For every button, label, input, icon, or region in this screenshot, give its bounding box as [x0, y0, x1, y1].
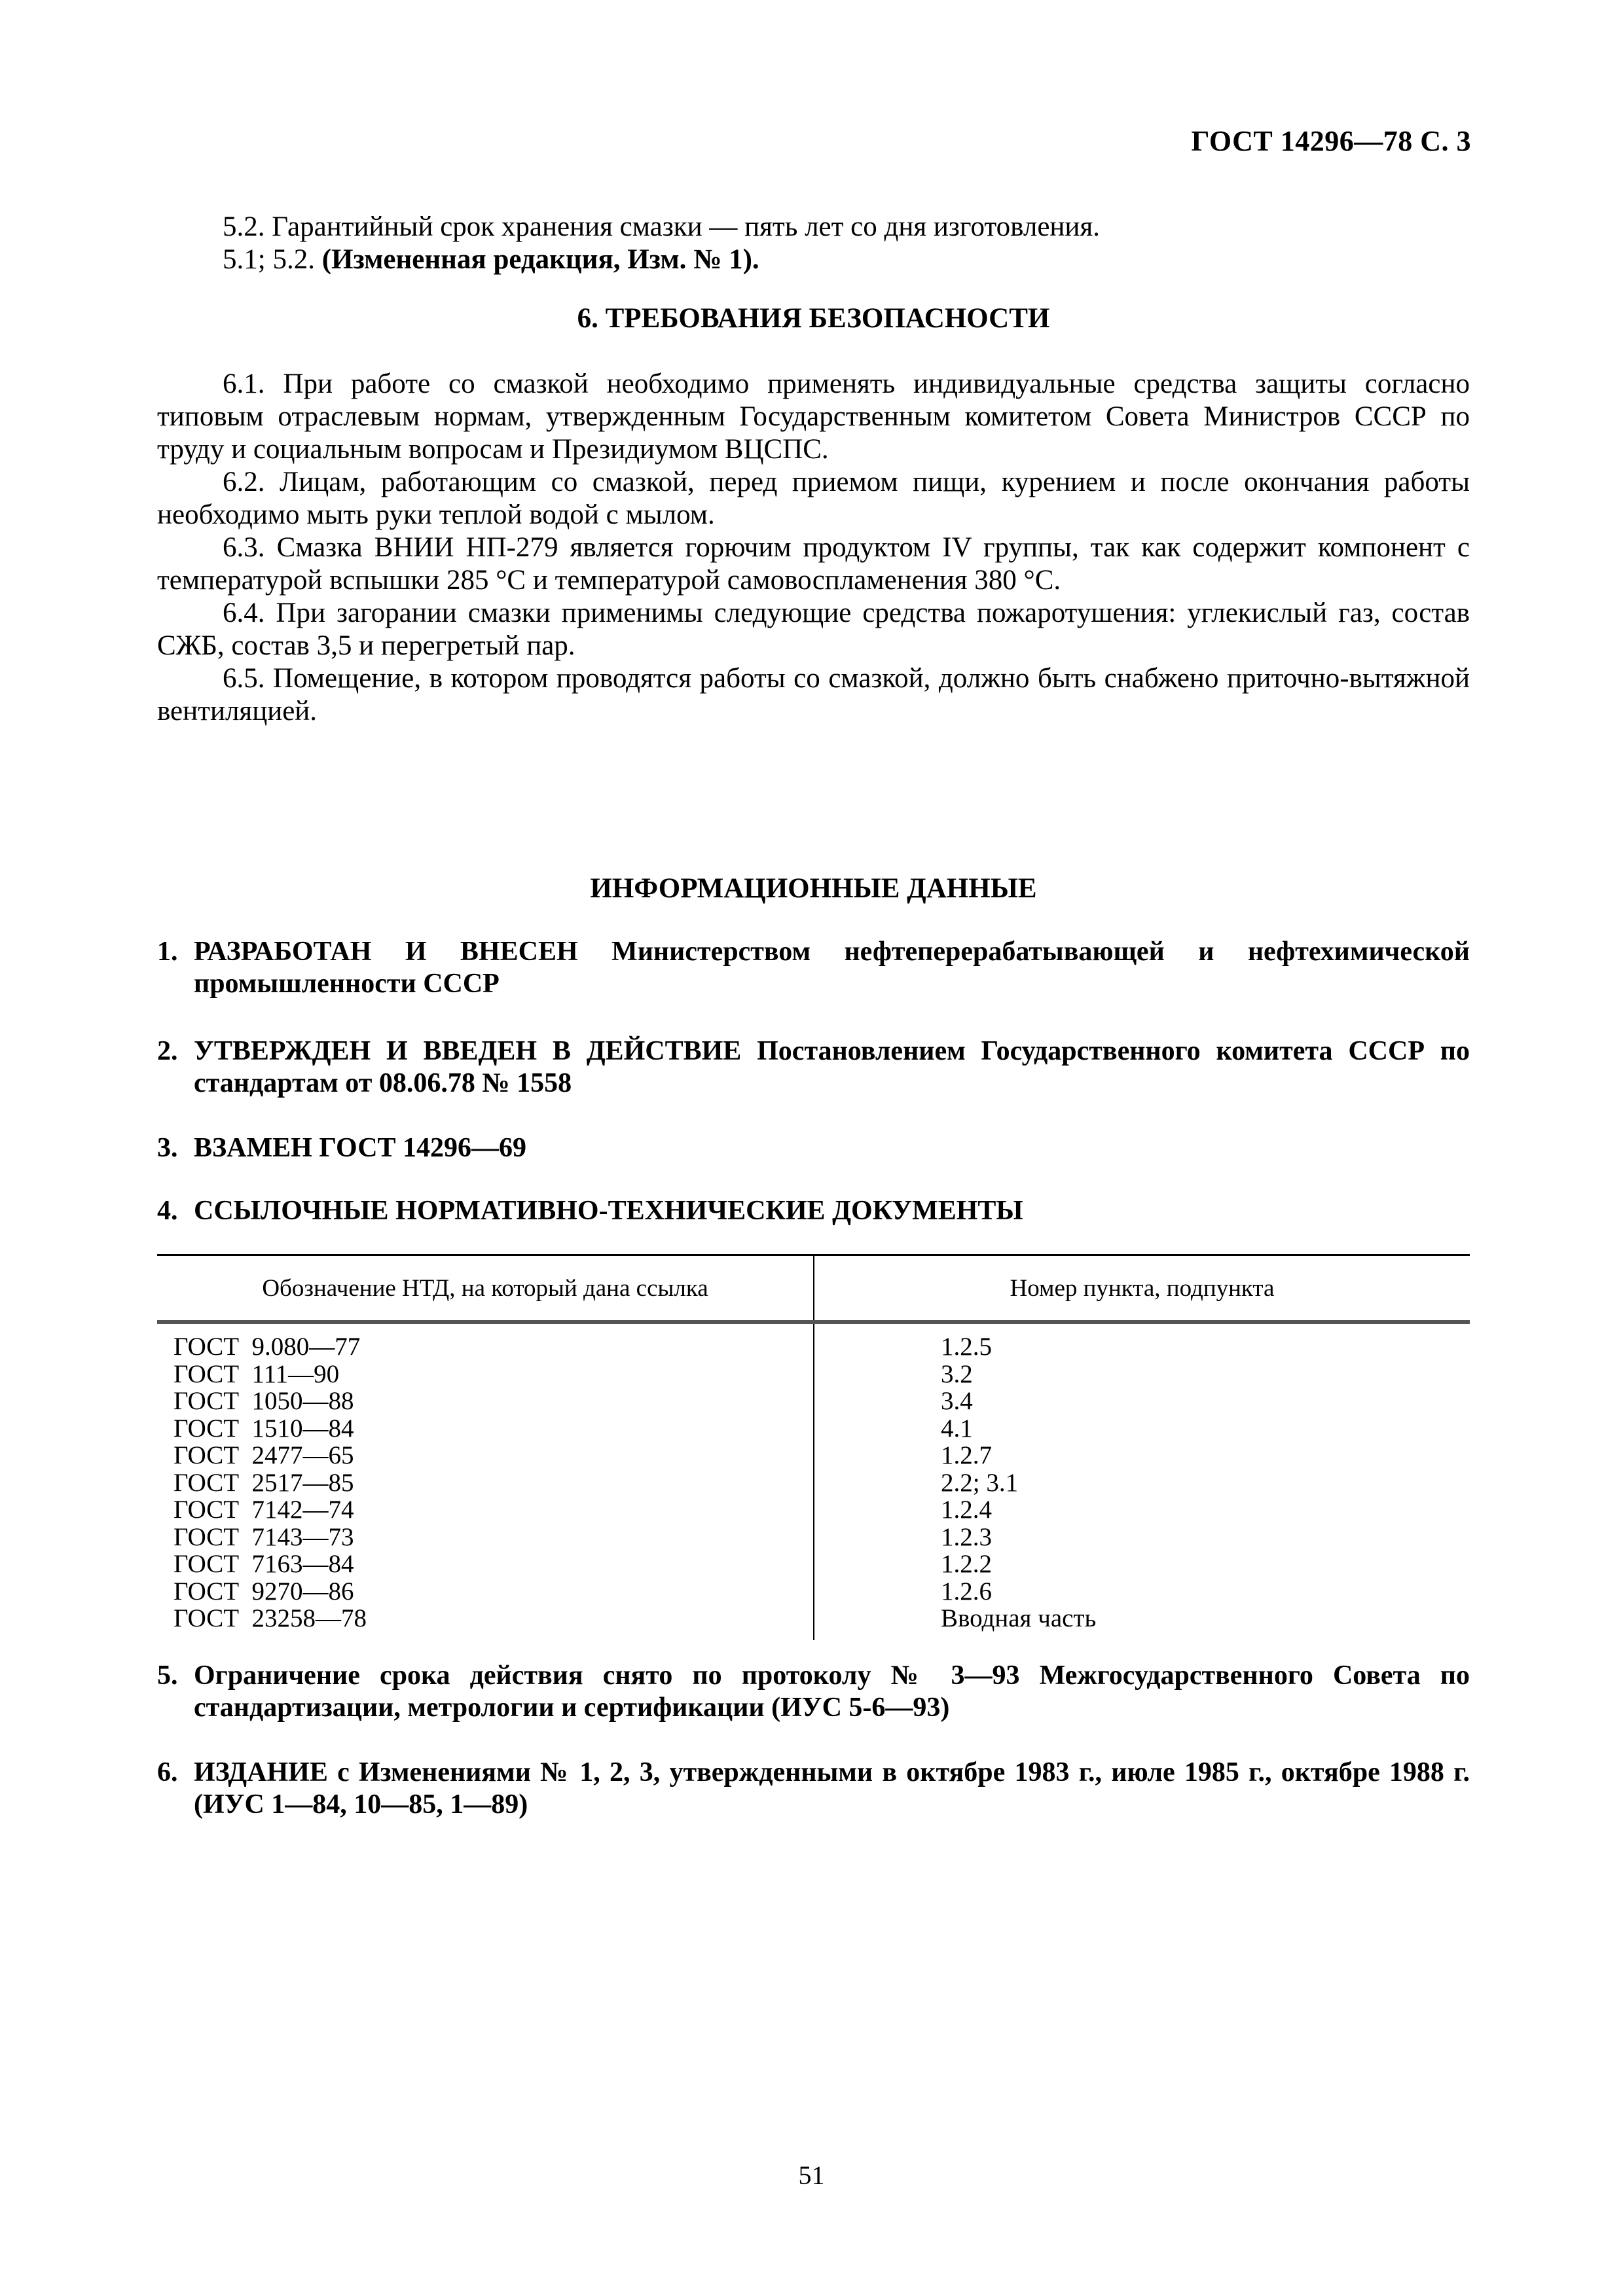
info-item-text: Ограничение срока действия снято по протоколу № 3—93 Межгосударственного Совета по стандартизации, метрологии и сертификации (ИУС 5-6—93): [194, 1660, 1470, 1723]
info-item-text: УТВЕРЖДЕН И ВВЕДЕН В ДЕЙСТВИЕ Постановлением Государственного комитета СССР по стандартам от 08.06.78 № 1558: [194, 1036, 1470, 1098]
clause-number: 1.2.7: [941, 1441, 992, 1469]
clause-number: 1.2.6: [941, 1577, 992, 1605]
info-item-text: ССЫЛОЧНЫЕ НОРМАТИВНО-ТЕХНИЧЕСКИЕ ДОКУМЕНТЫ: [194, 1196, 1023, 1226]
paragraph-5-2: 5.2. Гарантийный срок хранения смазки — пять лет со дня изготовления.: [223, 211, 1100, 242]
document-designation: ГОСТ 9270—86: [173, 1577, 354, 1605]
section-6-body: [157, 368, 1470, 728]
document-designation: ГОСТ 7163—84: [173, 1550, 354, 1578]
page-number: 51: [798, 2161, 825, 2190]
info-item-number: 4.: [157, 1196, 178, 1226]
info-item-4: [157, 1195, 1470, 1227]
paragraph-6-3: 6.3. Смазка ВНИИ НП-279 является горючим продуктом IV группы, так как содержит компонент с температурой вспышки 285 °С и температурой самовоспламенения 380 °С.: [157, 532, 1470, 596]
info-item-2: [157, 1035, 1470, 1100]
document-designation: ГОСТ 111—90: [173, 1359, 340, 1388]
document-designation: ГОСТ 23258—78: [173, 1604, 367, 1632]
section-5-tail: [157, 211, 1470, 276]
clause-number: 4.1: [941, 1414, 973, 1443]
document-designation: ГОСТ 7143—73: [173, 1522, 354, 1551]
info-item-text: ИЗДАНИЕ с Изменениями № 1, 2, 3, утвержденными в октябре 1983 г., июле 1985 г., октябре 1988 г. (ИУС 1—84, 10—85, 1—89): [194, 1757, 1470, 1820]
page-header: ГОСТ 14296—78 С. 3: [1191, 125, 1471, 157]
clause-number: 1.2.2: [941, 1550, 992, 1578]
info-item-number: 5.: [157, 1660, 178, 1691]
amendment-note-bold: (Измененная редакция, Изм. № 1).: [321, 244, 759, 275]
document-designation: ГОСТ 9.080—77: [173, 1333, 361, 1361]
info-item-6: [157, 1757, 1470, 1821]
paragraph-6-1: 6.1. При работе со смазкой необходимо применять индивидуальные средства защиты согласно типовым отраслевым нормам, утвержденным Государственным комитетом Совета Министров СССР по труду и социальным вопросам и Президиумом ВЦСПС.: [157, 368, 1470, 465]
clause-number: 1.2.4: [941, 1496, 992, 1524]
info-title: ИНФОРМАЦИОННЫЕ ДАННЫЕ: [590, 873, 1037, 904]
clause-number: 1.2.5: [941, 1333, 992, 1361]
clause-number: 2.2; 3.1: [941, 1468, 1019, 1497]
clause-number: 3.4: [941, 1387, 973, 1415]
section-6: [157, 302, 1470, 335]
info-item-3: [157, 1132, 1470, 1164]
info-item-number: 3.: [157, 1133, 178, 1163]
document-list-cell: [157, 1322, 814, 1640]
document-designation: ГОСТ 1510—84: [173, 1414, 354, 1443]
clause-number: 3.2: [941, 1359, 973, 1388]
info-item-text: ВЗАМЕН ГОСТ 14296—69: [194, 1133, 527, 1163]
paragraph-6-2: 6.2. Лицам, работающим со смазкой, перед приемом пищи, курением и после окончания работы необходимо мыть руки теплой водой с мылом.: [157, 467, 1470, 530]
info-item-number: 1.: [157, 937, 178, 967]
document-designation: ГОСТ 2477—65: [173, 1441, 354, 1469]
paragraph-6-5: 6.5. Помещение, в котором проводятся работы со смазкой, должно быть снабжено приточно-вытяжной вентиляцией.: [157, 663, 1470, 726]
info-item-1: [157, 936, 1470, 1000]
info-item-number: 2.: [157, 1036, 178, 1066]
table-header-row: [157, 1255, 1470, 1323]
column-header-document: Обозначение НТД, на который дана ссылка: [157, 1255, 814, 1323]
document-designation: ГОСТ 2517—85: [173, 1468, 354, 1497]
amendment-note-prefix: 5.1; 5.2.: [223, 244, 315, 275]
column-header-clause: Номер пункта, подпункта: [814, 1255, 1470, 1323]
document-designation: ГОСТ 1050—88: [173, 1387, 354, 1415]
clause-number: Вводная часть: [941, 1604, 1097, 1632]
table-row: [157, 1322, 1470, 1640]
info-item-number: 6.: [157, 1757, 178, 1787]
document-designation: ГОСТ 7142—74: [173, 1496, 354, 1524]
info-item-text: РАЗРАБОТАН И ВНЕСЕН Министерством нефтеперерабатывающей и нефтехимической промышленности СССР: [194, 937, 1470, 999]
clause-number: 1.2.3: [941, 1522, 992, 1551]
section-6-title: 6. ТРЕБОВАНИЯ БЕЗОПАСНОСТИ: [577, 303, 1050, 334]
clause-list-cell: [814, 1322, 1470, 1640]
info-item-5: [157, 1660, 1470, 1724]
amendment-note: [157, 243, 1470, 276]
paragraph-6-4: 6.4. При загорании смазки применимы следующие средства пожаротушения: углекислый газ, состав СЖБ, состав 3,5 и перегретый пар.: [157, 598, 1470, 661]
reference-documents-table: [157, 1254, 1470, 1640]
